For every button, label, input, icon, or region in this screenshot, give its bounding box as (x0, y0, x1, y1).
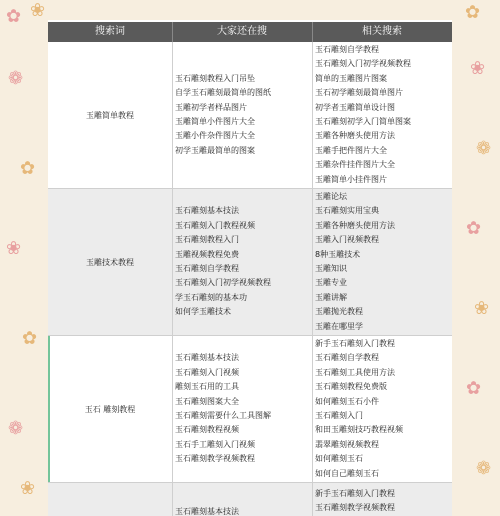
list-item[interactable]: 玉雕抛光教程 (315, 307, 363, 317)
flower-icon: ❁ (476, 138, 492, 159)
related-search-list (314, 336, 450, 482)
also-searched-list (174, 336, 310, 482)
table-row (48, 42, 452, 189)
flower-icon: ✿ (6, 6, 22, 27)
list-item[interactable]: 玉雕手把件图片大全 (315, 145, 387, 155)
list-item[interactable]: 玉石雕刻入门视频 (175, 367, 239, 377)
list-item[interactable]: 玉石手工雕刻入门视频 (175, 439, 255, 449)
list-item[interactable]: 简单的玉雕图片图案 (315, 73, 387, 83)
search-term-cell[interactable]: 玉雕技术教程 (86, 257, 134, 267)
header-divider (172, 22, 173, 42)
list-item[interactable]: 新手玉石雕刻入门教程 (315, 489, 395, 498)
list-item[interactable]: 玉雕专业 (315, 278, 347, 288)
list-item[interactable]: 初学玉雕最简单的图案 (175, 145, 255, 155)
list-item[interactable]: 玉石初学雕刻最简单图片 (315, 88, 403, 98)
list-item[interactable]: 玉石雕刻入门 (315, 411, 363, 420)
list-item[interactable]: 玉雕讲解 (315, 292, 347, 302)
header-search-term: 搜索词 (95, 26, 125, 37)
header-also-searched: 大家还在搜 (217, 26, 267, 37)
list-item[interactable]: 玉雕知识 (315, 264, 347, 273)
list-item[interactable]: 玉石雕刻教学视频教程 (315, 503, 395, 513)
list-item[interactable]: 玉石雕刻基本技法 (175, 353, 239, 363)
list-item[interactable]: 如何雕刻玉石小件 (315, 396, 379, 406)
flower-icon: ❀ (470, 58, 486, 79)
list-item[interactable]: 玉雕各种磨头使用方法 (315, 131, 395, 141)
list-item[interactable]: 玉石雕刻工具使用方法 (315, 367, 395, 377)
table-row (48, 483, 452, 516)
also-searched-list (174, 42, 310, 188)
list-item[interactable]: 玉石雕刻教程入门 (175, 235, 239, 245)
flower-icon: ❁ (8, 418, 24, 439)
flower-icon: ✿ (465, 2, 481, 23)
list-item[interactable]: 玉石雕刻图案大全 (175, 396, 239, 406)
flower-icon: ❀ (6, 238, 22, 259)
flower-icon: ❁ (8, 68, 24, 89)
list-item[interactable]: 玉雕初学者样品图片 (175, 102, 247, 112)
list-item[interactable]: 初学者玉雕简单设计图 (315, 102, 395, 112)
header-related-search: 相关搜索 (362, 26, 402, 37)
list-item[interactable]: 如何学玉雕技术 (175, 307, 231, 317)
list-item[interactable]: 新手玉石雕刻入门教程 (315, 339, 395, 349)
list-item[interactable]: 玉石雕刻实用宝典 (315, 206, 379, 216)
list-item[interactable]: 学玉石雕刻的基本功 (175, 292, 247, 302)
list-item[interactable]: 玉石雕刻入门教程视频 (175, 220, 255, 230)
flower-icon: ✿ (20, 158, 36, 179)
flower-icon: ✿ (466, 378, 482, 399)
flower-icon: ✿ (466, 218, 482, 239)
flower-icon: ❁ (476, 458, 492, 479)
list-item[interactable]: 玉雕杂件挂件图片大全 (315, 160, 395, 170)
list-item[interactable]: 如何自己雕刻玉石 (315, 468, 379, 478)
search-term-cell[interactable] (48, 483, 172, 516)
list-item[interactable]: 玉雕简单小件图片大全 (175, 117, 255, 126)
list-item[interactable]: 和田玉雕刻技巧教程视频 (315, 425, 403, 435)
list-item[interactable]: 玉石雕刻教学视频教程 (175, 454, 255, 464)
list-item[interactable]: 玉雕简单小挂件图片 (315, 174, 387, 184)
flower-icon: ❀ (30, 0, 46, 21)
search-table-sheet (48, 20, 452, 516)
list-item[interactable]: 8种玉雕技术 (315, 249, 361, 259)
list-item[interactable]: 玉石雕刻自学教程 (315, 45, 379, 55)
flower-icon: ❀ (20, 478, 36, 499)
list-item[interactable]: 玉雕小件杂件图片大全 (175, 131, 255, 141)
search-term-cell[interactable]: 玉雕简单教程 (86, 110, 134, 120)
list-item[interactable]: 玉石雕刻基本技法 (175, 206, 239, 216)
list-item[interactable]: 玉雕入门视频教程 (315, 235, 379, 245)
list-item[interactable]: 玉石雕刻需要什么工具图解 (175, 411, 271, 420)
list-item[interactable]: 雕刻玉石用的工具 (175, 382, 239, 392)
list-item[interactable]: 玉石雕刻初学入门简单图案 (315, 117, 411, 126)
table-row (48, 336, 452, 483)
list-item[interactable]: 玉石雕刻自学教程 (175, 264, 239, 273)
list-item[interactable]: 玉雕各种磨头使用方法 (315, 220, 395, 230)
list-item[interactable]: 玉石雕刻教程入门吊坠 (175, 73, 255, 83)
list-item[interactable]: 玉石雕刻基本技法 (175, 507, 239, 516)
list-item[interactable]: 玉石雕刻教程免费版 (315, 382, 387, 392)
related-search-list (314, 42, 450, 188)
also-searched-list (174, 483, 310, 516)
list-item[interactable]: 玉雕视频教程免费 (175, 249, 239, 259)
table-header (48, 22, 452, 42)
list-item[interactable]: 玉石雕刻教程视频 (175, 425, 239, 435)
flower-icon: ✿ (22, 328, 38, 349)
search-term-cell[interactable]: 玉石 雕刻教程 (84, 404, 136, 414)
also-searched-list (174, 189, 310, 335)
list-item[interactable]: 如何雕刻玉石 (315, 454, 363, 464)
flower-icon: ❀ (474, 298, 490, 319)
header-divider (312, 22, 313, 42)
list-item[interactable]: 玉石雕刻入门初学视频教程 (175, 278, 271, 288)
related-search-list (314, 189, 450, 335)
list-item[interactable]: 玉雕论坛 (315, 192, 347, 202)
list-item[interactable]: 玉石雕刻自学教程 (315, 353, 379, 363)
list-item[interactable]: 玉石雕刻入门初学视频教程 (315, 59, 411, 69)
related-search-list (314, 483, 450, 516)
list-item[interactable]: 玉雕在哪里学 (315, 321, 363, 331)
table-row (48, 189, 452, 336)
list-item[interactable]: 自学玉石雕刻最简单的图纸 (175, 88, 271, 98)
list-item[interactable]: 翡翠雕刻视频教程 (315, 439, 379, 449)
